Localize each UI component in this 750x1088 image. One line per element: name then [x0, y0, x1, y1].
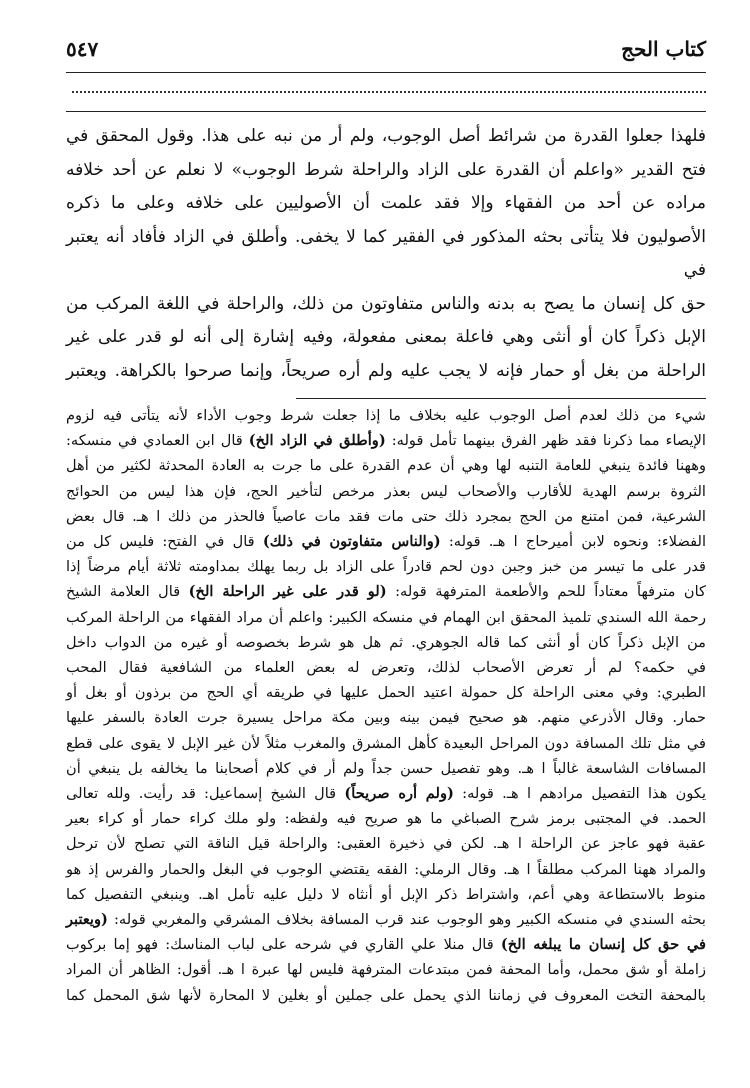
footnote-commentary [66, 403, 706, 1008]
book-title: كتاب الحج [621, 37, 706, 61]
note-text: عقبة فهو عاجز عن الراحلة ا هـ. لكن في ذخيرة العقبى: والراحلة قيل الناقة التي تصلح لأن ترحل [66, 835, 706, 853]
note-line [66, 630, 706, 655]
note-line [66, 504, 706, 529]
note-line [66, 554, 706, 579]
note-text: قال منلا علي القاري في شرحه على لباب المناسك: فهو إما بركوب [66, 936, 501, 954]
dotted-separator [72, 91, 706, 93]
main-text-line: الأصوليون فلا يتأتى بحثه المذكور في الفقير كما لا يخفى. وأطلق في الزاد فأفاد أنه يعتبر في [66, 226, 706, 280]
note-line [66, 403, 706, 428]
note-text: كان مترفهاً معتاداً للحم والأطعمة المترفهة قوله: [386, 583, 706, 601]
note-text: من الإبل ذكراً كان أو أنثى كما قاله الجوهري. ثم هل هو شرط بخصوصه أو غيره من الدواب داخل [66, 633, 706, 651]
note-line [66, 731, 706, 756]
main-text-line: فلهذا جعلوا القدرة من شرائط أصل الوجوب، ولم أر من نبه على هذا. وقول المحقق في [66, 126, 706, 146]
note-line [66, 479, 706, 504]
note-text: شيء من ذلك لعدم أصل الوجوب عليه بخلاف ما إذا جعلت شرط وجوب الأداء لأنه يتأتى فيه لزوم [66, 407, 706, 424]
footnote-divider [296, 398, 706, 399]
note-line [66, 453, 706, 478]
main-text-line: فتح القدير «واعلم أن القدرة على الزاد والراحلة شرط الوجوب» لا نعلم عن أحد خلافه [66, 159, 706, 180]
note-text: الإيصاء مما ذكرنا فقد ظهر الفرق بينهما تأمل قوله: [385, 432, 706, 450]
quoted-lemma: في حق كل إنسان ما يبلغه الخ) [500, 936, 706, 954]
quoted-lemma: (ولم أره صريحاً) [344, 785, 454, 803]
note-text: والمراد ههنا المركب مطلقاً ا هـ. وقال الرملي: الفقه يقتضي الوجوب في البغل والحمار والفرس إذ هو [66, 860, 706, 878]
main-text-line: مراده عن أحد من الفقهاء وإلا فقد علمت أن الأصوليين على خلافه وعلى ما ذكره [66, 193, 706, 213]
note-line [66, 605, 706, 630]
note-text: منوط بالاستطاعة وهي أعم، واشتراط ذكر الإبل أو أنثاه لا دليل عليه تأمل اهـ. وينبغي التفصيل كما [66, 885, 706, 903]
note-text: الحمد. في المجتبى برمز شرح الصباغي ما هو صريح فيه ولفظه: ولو ملك كراء حمار أو كراء بعير [66, 810, 706, 828]
quoted-lemma: (وأطلق في الزاد الخ) [248, 432, 386, 450]
note-line [66, 680, 706, 705]
note-text: يكون هذا التفصيل مرادهم ا هـ. قوله: [453, 785, 707, 803]
note-line [66, 806, 706, 831]
main-text [66, 120, 706, 388]
note-text: المسافات الشاسعة غالباً ا هـ. وهو تفصيل حسن جداً ولم أر في كلام أصحابنا ما يخالفه بل ينبغي أن [66, 759, 706, 777]
main-text-line: حق كل إنسان ما يصح به بدنه والناس متفاوتون من ذلك، والراحلة في اللغة المركب من [66, 293, 706, 314]
note-line [66, 756, 706, 781]
quoted-lemma: (ويعتبر [66, 911, 108, 929]
note-line [66, 882, 706, 907]
note-text: حمار. وقال الأذرعي منهم. هو صحيح فيمن بينه وبين مكة مراحل يسيرة جرت العادة بالسفر عليها [66, 709, 706, 727]
note-text: زاملة أو شق محمل، وأما المحفة فمن مبتدعات المترفهة فليس لها عبرة ا هـ. أقول: الظاهر أن المراد [66, 961, 706, 979]
note-line [66, 932, 706, 957]
note-line [66, 428, 706, 453]
body-top-rule [66, 111, 706, 112]
note-line [66, 983, 706, 1008]
note-line [66, 957, 706, 982]
note-text: الطبري: وفي معنى الراحلة كل حمولة اعتيد الحمل عليها في طريقه أي الحج من برذون أو بغل أو [66, 684, 706, 702]
main-text-line: الإبل ذكراً كان أو أنثى وهي فاعلة بمعنى مفعولة، وفيه إشارة إلى أنه لو قدر على غير [66, 327, 706, 347]
note-line [66, 579, 706, 604]
main-text-line: الراحلة من بغل أو حمار فإنه لا يجب عليه ولم أره صريحاً، وإنما صرحوا بالكراهة. ويعتبر [66, 360, 706, 381]
quoted-lemma: (لو قدر على غير الراحلة الخ) [188, 583, 387, 601]
note-text: رحمة الله السندي تلميذ المحقق ابن الهمام في منسكه الكبير: واعلم أن مراد الفقهاء من الراحلة المركب [66, 608, 706, 626]
note-line [66, 831, 706, 856]
note-text: الثروة برسم الهدية للأقارب والأصحاب ليس بعذر مرخص لتأخير الحج، فإن هذا ليس من الحوائج [66, 482, 706, 500]
note-text: بالمحفة التخت المعروف في زماننا الذي يحمل على جملين أو بغلين لا المحارة لأنها شق المحمل كما [66, 986, 706, 1004]
document-page [66, 28, 706, 1078]
note-line [66, 655, 706, 680]
note-line [66, 907, 706, 932]
note-text: قدر على ما تيسر من خبز وجبن دون لحم قادراً على الزاد بل ربما يهلك بمداومته ثلاثة أيام مرضاً إذا [66, 558, 706, 576]
quoted-lemma: (والناس متفاوتون في ذلك) [262, 533, 441, 551]
note-line [66, 705, 706, 730]
note-text: في مثل تلك المسافة دون المراحل البعيدة كأهل المشرق والمغرب مثلاً لأن غير الإبل لا يقوى على قطع [66, 734, 706, 752]
note-line [66, 529, 706, 554]
note-text: في حكمه؟ لم أر تعرض الأصحاب لذلك، وتعرض له بعض العلماء من الشافعية فقال المحب [66, 659, 706, 677]
note-text: قال ابن العمادي في منسكه: [66, 432, 249, 450]
note-text: قال العلامة الشيخ [66, 583, 189, 601]
page-number: ٥٤٧ [66, 37, 99, 61]
note-line [66, 781, 706, 806]
running-header [66, 28, 706, 70]
note-text: قال الشيخ إسماعيل: قد رأيت. ولله تعالى [66, 785, 345, 803]
header-rule [66, 72, 706, 73]
note-text: قال في الفتح: فليس كل من [66, 533, 263, 551]
note-text: الفضلاء: ونحوه لابن أميرحاج ا هـ. قوله: [440, 533, 706, 551]
note-text: وههنا فائدة ينبغي للعامة التنبه لها وهي أن عدم القدرة على ما جرت به العادة المحدثة لكثير من أهل [66, 457, 706, 475]
note-text: بحثه السندي في منسكه الكبير وهو الوجوب عند قرب المسافة بخلاف المشرقي والمغربي قوله: [107, 911, 706, 929]
note-line [66, 857, 706, 882]
note-text: الشرعية، فمن امتنع من الحج بمجرد ذلك حتى مات فقد مات عاصياً فالحذر من ذلك ا هـ. قال بعض [66, 507, 706, 525]
